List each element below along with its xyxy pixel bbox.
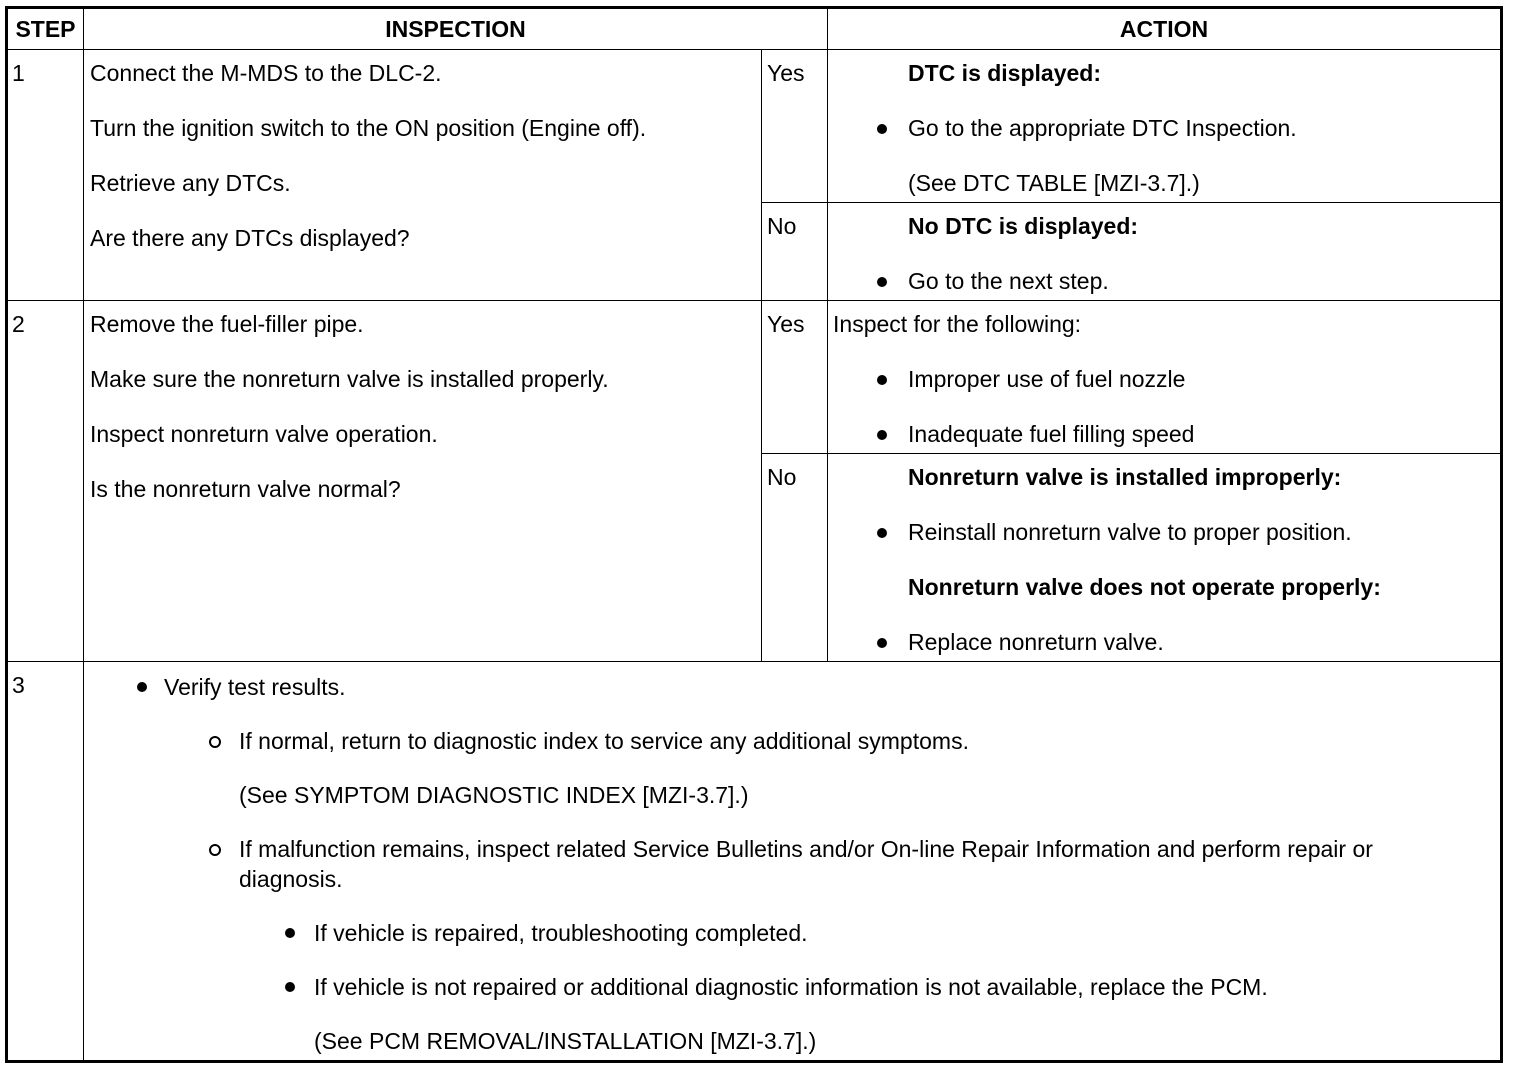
bullet-icon [877,124,887,134]
step1-inspection-line: Connect the M-MDS to the DLC-2. [90,60,442,86]
step3-malfunction-text: If malfunction remains, inspect related Service Bulletins and/or On-line Repair Information and perform repair or diagnosis. [239,836,1373,892]
bullet-icon [877,375,887,385]
step2-yes-row [7,301,1502,454]
step1-inspection-line: Are there any DTCs displayed? [90,225,410,251]
step1-yes-row [7,50,1502,203]
step2-inspection-line: Remove the fuel-filler pipe. [90,311,364,337]
header-action: ACTION [828,8,1502,50]
step3-repaired-text: If vehicle is repaired, troubleshooting completed. [314,920,808,946]
step1-yes-action [828,50,1502,203]
step3-verify-text: Verify test results. [164,674,346,700]
bullet-icon [877,528,887,538]
step2-no-title-operate: Nonreturn valve does not operate properly: [908,574,1381,600]
step2-yes-bullet-text: Inadequate fuel filling speed [908,421,1195,447]
step2-inspection-line: Inspect nonreturn valve operation. [90,421,438,447]
step3-number: 3 [7,662,84,1062]
step2-no-bullet-item [828,519,1500,545]
circle-bullet-icon [209,736,221,748]
step1-no-label: No [762,203,828,301]
circle-bullet-icon [209,844,221,856]
diagnostic-table [5,6,1503,1063]
step3-repaired-item [84,918,1500,948]
step3-row [7,662,1502,1062]
step2-yes-bullet-item [828,421,1500,447]
step2-no-title-installed: Nonreturn valve is installed improperly: [908,464,1342,490]
step2-number: 2 [7,301,84,662]
step1-yes-label: Yes [762,50,828,203]
step1-inspection-line: Turn the ignition switch to the ON position (Engine off). [90,115,647,141]
step2-yes-bullet-item [828,366,1500,392]
step3-normal-text: If normal, return to diagnostic index to service any additional symptoms. [239,728,969,754]
step3-normal-reference: (See SYMPTOM DIAGNOSTIC INDEX [MZI-3.7].) [239,782,749,808]
step3-not-repaired-text: If vehicle is not repaired or additional diagnostic information is not available, replace the PCM. [314,974,1268,1000]
step3-content [84,662,1502,1062]
bullet-icon [877,638,887,648]
bullet-icon [137,682,147,692]
step1-yes-bullet-text: Go to the appropriate DTC Inspection. [908,115,1297,141]
step1-no-bullet-item [828,268,1500,294]
step1-yes-reference: (See DTC TABLE [MZI-3.7].) [908,170,1200,196]
step1-inspection-line: Retrieve any DTCs. [90,170,291,196]
step1-yes-title: DTC is displayed: [908,60,1101,86]
step2-yes-bullet-text: Improper use of fuel nozzle [908,366,1186,392]
step1-no-action [828,203,1502,301]
step2-no-bullet-text: Replace nonreturn valve. [908,629,1164,655]
step2-no-label: No [762,454,828,662]
bullet-icon [877,430,887,440]
bullet-icon [285,982,295,992]
step1-no-bullet-text: Go to the next step. [908,268,1109,294]
step3-verify-item [84,672,1500,702]
step3-not-repaired-item [84,972,1500,1002]
step2-yes-label: Yes [762,301,828,454]
step3-malfunction-item [84,834,1500,894]
step3-pcm-reference: (See PCM REMOVAL/INSTALLATION [MZI-3.7].) [314,1028,817,1054]
step2-inspection-line: Is the nonreturn valve normal? [90,476,401,502]
step1-inspection [84,50,762,301]
step2-yes-action [828,301,1502,454]
step1-no-title: No DTC is displayed: [908,213,1139,239]
step2-inspection-line: Make sure the nonreturn valve is installed properly. [90,366,609,392]
header-row [7,8,1502,50]
step2-inspection [84,301,762,662]
bullet-icon [877,277,887,287]
header-step: STEP [7,8,84,50]
step2-yes-intro: Inspect for the following: [833,311,1082,337]
header-inspection: INSPECTION [84,8,828,50]
step3-normal-item [84,726,1500,756]
step2-no-bullet-text: Reinstall nonreturn valve to proper position. [908,519,1352,545]
step1-yes-bullet-item [828,115,1500,141]
step2-no-action [828,454,1502,662]
step2-no-bullet-item [828,629,1500,655]
step1-number: 1 [7,50,84,301]
bullet-icon [285,928,295,938]
